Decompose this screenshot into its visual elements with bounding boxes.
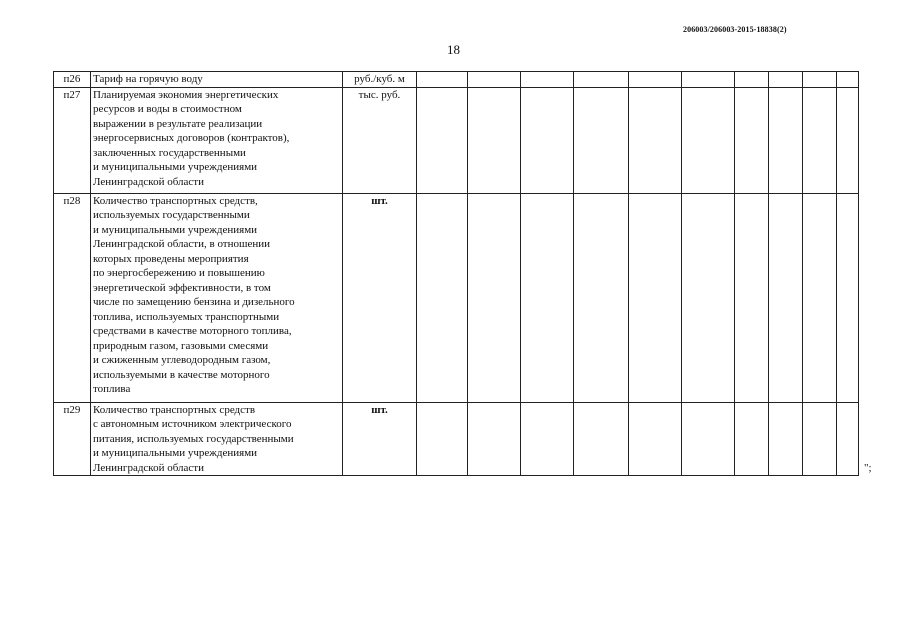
description-line: и муниципальными учреждениями <box>93 447 258 459</box>
empty-value-cell <box>769 193 803 402</box>
row-code: п26 <box>54 72 91 88</box>
row-description <box>91 402 343 476</box>
empty-value-cell <box>735 72 769 88</box>
empty-value-cell <box>735 87 769 193</box>
description-line: используемых государственными <box>93 209 250 221</box>
description-line: ресурсов и воды в стоимостном <box>93 103 242 115</box>
empty-value-cell <box>735 402 769 476</box>
description-line: Ленинградской области <box>93 175 204 188</box>
empty-value-cell <box>803 193 837 402</box>
row-code: п28 <box>54 193 91 402</box>
description-line: числе по замещению бензина и дизельного <box>93 296 295 308</box>
empty-value-cell <box>417 87 468 193</box>
empty-value-cell <box>629 72 682 88</box>
description-line: энергосервисных договоров (контрактов), <box>93 132 290 144</box>
empty-value-cell <box>803 87 837 193</box>
table-row <box>54 87 859 193</box>
empty-value-cell <box>417 402 468 476</box>
description-line: по энергосбережению и повышению <box>93 267 265 279</box>
row-unit: руб./куб. м <box>343 72 417 88</box>
empty-value-cell <box>769 87 803 193</box>
empty-value-cell <box>629 193 682 402</box>
empty-value-cell <box>803 402 837 476</box>
empty-value-cell <box>682 402 735 476</box>
empty-value-cell <box>837 87 859 193</box>
description-line: и муниципальными учреждениями <box>93 161 258 173</box>
empty-value-cell <box>417 72 468 88</box>
description-line: и муниципальными учреждениями <box>93 223 258 236</box>
empty-value-cell <box>837 402 859 476</box>
closing-quote-mark: "; <box>864 462 872 474</box>
description-line: природным газом, газовыми смесями <box>93 339 269 352</box>
empty-value-cell <box>468 72 521 88</box>
empty-value-cell <box>803 72 837 88</box>
empty-value-cell <box>735 193 769 402</box>
row-code: п27 <box>54 87 91 193</box>
row-unit: шт. <box>343 402 417 476</box>
description-line: с автономным источником электрического <box>93 418 292 430</box>
row-description <box>91 87 343 193</box>
empty-value-cell <box>682 193 735 402</box>
indicators-table <box>53 71 859 476</box>
empty-value-cell <box>574 402 629 476</box>
empty-value-cell <box>629 402 682 476</box>
description-line: Планируемая экономия энергетических <box>93 88 279 101</box>
description-line: Ленинградской области <box>93 461 204 474</box>
description-line: выражении в результате реализации <box>93 117 263 130</box>
row-code: п29 <box>54 402 91 476</box>
empty-value-cell <box>769 402 803 476</box>
empty-value-cell <box>837 193 859 402</box>
empty-value-cell <box>468 87 521 193</box>
empty-value-cell <box>521 87 574 193</box>
description-line: средствами в качестве моторного топлива, <box>93 325 292 337</box>
description-line: Количество транспортных средств, <box>93 194 258 207</box>
description-line: Ленинградской области, в отношении <box>93 238 270 250</box>
description-line: которых проведены мероприятия <box>93 252 249 265</box>
description-line: топлива <box>93 383 131 395</box>
table-row <box>54 193 859 402</box>
row-unit: шт. <box>343 193 417 402</box>
description-line: Количество транспортных средств <box>93 403 256 416</box>
empty-value-cell <box>682 87 735 193</box>
description-line: заключенных государственными <box>93 146 246 159</box>
page-number: 18 <box>447 42 460 57</box>
empty-value-cell <box>837 72 859 88</box>
empty-value-cell <box>574 72 629 88</box>
empty-value-cell <box>521 72 574 88</box>
description-line: питания, используемых государственными <box>93 432 294 445</box>
empty-value-cell <box>417 193 468 402</box>
description-line: используемыми в качестве моторного <box>93 368 270 381</box>
description-line: энергетической эффективности, в том <box>93 281 271 294</box>
empty-value-cell <box>521 193 574 402</box>
description-line: топлива, используемых транспортными <box>93 310 280 323</box>
empty-value-cell <box>682 72 735 88</box>
empty-value-cell <box>574 193 629 402</box>
table-row <box>54 72 859 88</box>
row-description <box>91 72 343 88</box>
empty-value-cell <box>468 193 521 402</box>
description-line: и сжиженным углеводородным газом, <box>93 354 271 366</box>
empty-value-cell <box>769 72 803 88</box>
empty-value-cell <box>574 87 629 193</box>
description-line: Тариф на горячую воду <box>93 73 203 85</box>
table-row <box>54 402 859 476</box>
empty-value-cell <box>629 87 682 193</box>
empty-value-cell <box>468 402 521 476</box>
empty-value-cell <box>521 402 574 476</box>
document-id: 206003/206003-2015-18838(2) <box>683 25 787 34</box>
row-description <box>91 193 343 402</box>
row-unit: тыс. руб. <box>343 87 417 193</box>
